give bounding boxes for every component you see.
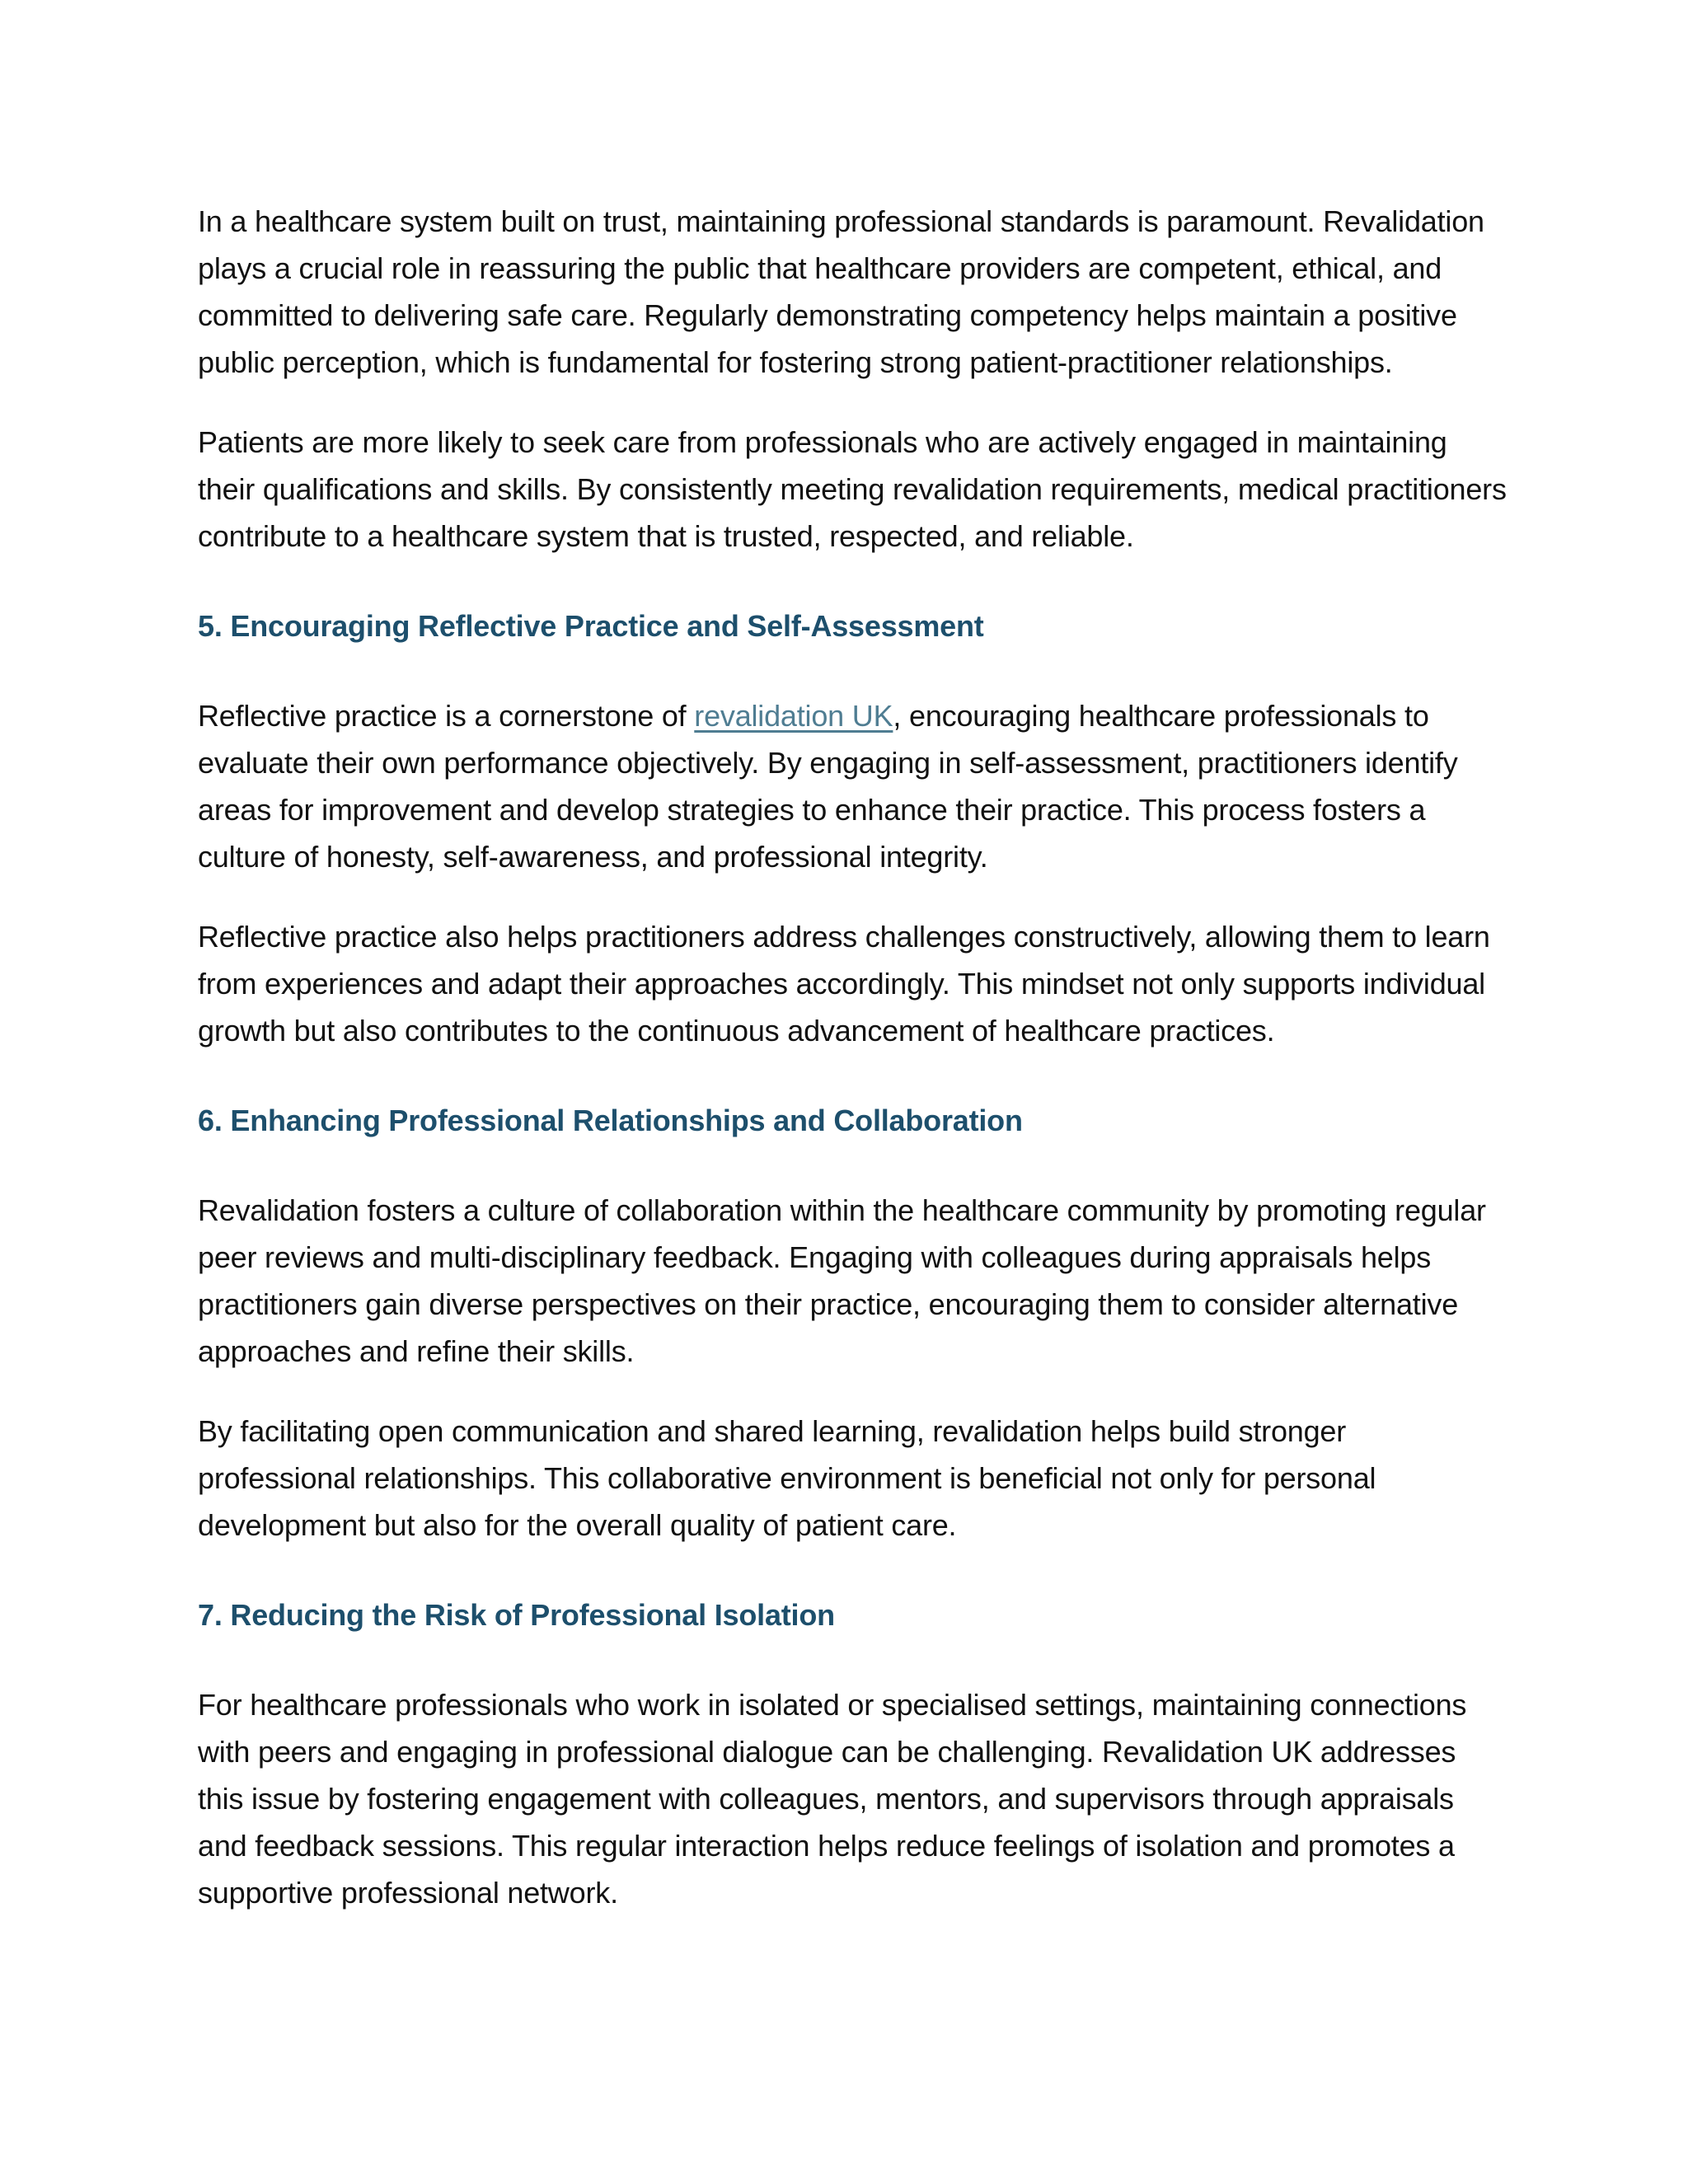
section-5-text-before-link: Reflective practice is a cornerstone of — [198, 699, 695, 733]
section-7-heading: 7. Reducing the Risk of Professional Isolation — [198, 1598, 835, 1632]
section-5-paragraph-1 — [198, 692, 1508, 880]
section-5-paragraph-2: Reflective practice also helps practitioners address challenges constructively, allowing them to learn from experiences and adapt their approaches accordingly. This mindset not only supports individual growth but also contributes to the continuous advancement of healthcare practices. — [198, 920, 1490, 1047]
document-body — [198, 198, 1508, 1916]
section-6-paragraph-1: Revalidation fosters a culture of collaboration within the healthcare community by promoting regular peer reviews and multi-disciplinary feedback. Engaging with colleagues during appraisals helps practitioners gain diverse perspectives on their practice, encouraging them to consider alternative approaches and refine their skills. — [198, 1193, 1486, 1368]
section-6-paragraph-2: By facilitating open communication and shared learning, revalidation helps build stronger professional relationships. This collaborative environment is beneficial not only for personal development but also for the overall quality of patient care. — [198, 1414, 1376, 1542]
section-6-heading: 6. Enhancing Professional Relationships and Collaboration — [198, 1104, 1023, 1137]
section-5-text-after-link: , encouraging healthcare professionals to evaluate their own performance objectively. By engaging in self-assessment, practitioners identify areas for improvement and develop strategies to enhance their practice. This process fosters a culture of honesty, self-awareness, and professional integrity. — [198, 699, 1458, 874]
section-5-heading: 5. Encouraging Reflective Practice and Self-Assessment — [198, 609, 984, 643]
section-7-paragraph-1: For healthcare professionals who work in isolated or specialised settings, maintaining connections with peers and engaging in professional dialogue can be challenging. Revalidation UK addresses this issue by fostering engagement with colleagues, mentors, and supervisors through appraisals and feedback sessions. This regular interaction helps reduce feelings of isolation and promotes a supportive professional network. — [198, 1688, 1467, 1910]
paragraph-patient-confidence: Patients are more likely to seek care from professionals who are actively engaged in maintaining their qualifications and skills. By consistently meeting revalidation requirements, medical practitioners contribute to a healthcare system that is trusted, respected, and reliable. — [198, 425, 1507, 553]
revalidation-uk-link[interactable]: revalidation UK — [694, 699, 893, 733]
paragraph-public-trust: In a healthcare system built on trust, maintaining professional standards is paramount. Revalidation plays a crucial role in reassuring the public that healthcare providers are competent, ethical, and committed to delivering safe care. Regularly demonstrating competency helps maintain a positive public perception, which is fundamental for fostering strong patient-practitioner relationships. — [198, 204, 1484, 379]
